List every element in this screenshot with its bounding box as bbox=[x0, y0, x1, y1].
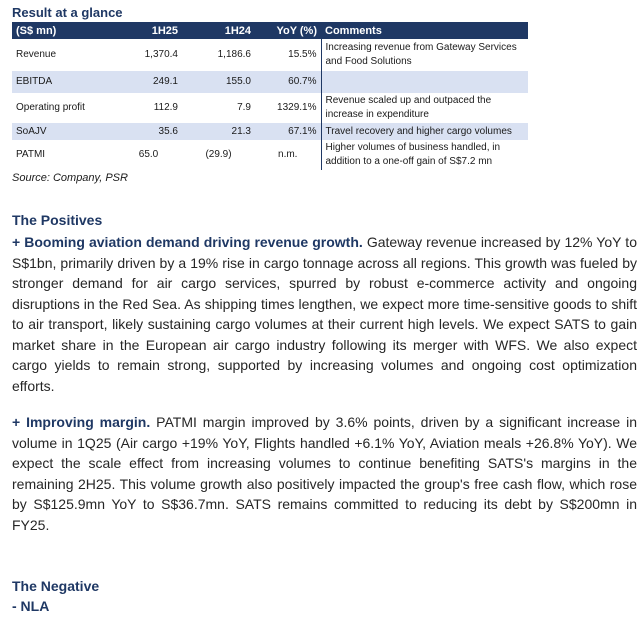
row-metric: SoAJV bbox=[12, 123, 115, 140]
table-row bbox=[12, 140, 528, 170]
row-yoy: 15.5% bbox=[288, 49, 317, 60]
positives-paragraph-1 bbox=[12, 232, 637, 396]
header-1h25: 1H25 bbox=[115, 22, 182, 39]
header-unit: (S$ mn) bbox=[12, 22, 115, 39]
row-yoy: 67.1% bbox=[255, 123, 321, 140]
row-1h24: 21.3 bbox=[182, 123, 255, 140]
row-comment bbox=[321, 71, 528, 93]
paragraph-body: Gateway revenue increased by 12% YoY to S$1bn, primarily driven by a 19% rise in cargo tonnage across all regions. This growth was fueled by stronger demand for air cargo services, spurred by robust e-commerce activity and ongoing disruptions in the Red Sea. As shipping times lengthen, we expect more time-sensitive goods to shift to air transport, likely sustaining cargo volumes at their current high levels. We expect SATS to gain market share in the European air cargo industry following its merger with WFS. We also expect cargo yields to remain strong, supported by increasing volumes and ongoing cost optimization efforts. bbox=[12, 234, 637, 394]
row-comment: Higher volumes of business handled, in addition to a one-off gain of S$7.2 mn bbox=[321, 140, 528, 170]
row-1h25: 35.6 bbox=[115, 123, 182, 140]
header-yoy: YoY (%) bbox=[255, 22, 321, 39]
row-metric: PATMI bbox=[16, 149, 46, 160]
positives-heading: The Positives bbox=[12, 212, 103, 228]
row-1h24: 155.0 bbox=[182, 71, 255, 93]
row-comment: Revenue scaled up and outpaced the increase in expenditure bbox=[321, 93, 528, 123]
row-1h24: 1,186.6 bbox=[217, 49, 251, 60]
row-metric: Operating profit bbox=[16, 102, 85, 113]
row-metric: EBITDA bbox=[12, 71, 115, 93]
positives-paragraph-2 bbox=[12, 412, 637, 535]
row-1h25: 1,370.4 bbox=[144, 49, 178, 60]
table-source: Source: Company, PSR bbox=[12, 172, 128, 184]
row-1h25: 65.0 bbox=[138, 149, 159, 160]
header-comments: Comments bbox=[321, 22, 528, 39]
paragraph-body: PATMI margin improved by 3.6% points, driven by a significant increase in volume in 1Q25 (Air cargo +19% YoY, Flights handled +6.1% YoY, Aviation meals +26.8% YoY). We expect the scale effect from increasing volumes to continue benefiting SATS's margins in the remaining 2H25. This volume growth also positively impacted the group's free cash flow, which rose by S$125.9mn YoY to S$36.7mn. SATS remains committed to reducing its debt by S$200mn in FY25. bbox=[12, 414, 637, 533]
row-1h25: 249.1 bbox=[115, 71, 182, 93]
row-1h24: 7.9 bbox=[237, 102, 251, 113]
row-1h25: 112.9 bbox=[153, 102, 178, 113]
paragraph-lead: + Booming aviation demand driving revenue growth. bbox=[12, 234, 363, 250]
paragraph-lead: + Improving margin. bbox=[12, 414, 151, 430]
row-yoy: n.m. bbox=[278, 149, 298, 160]
table-header-row bbox=[12, 22, 528, 39]
row-metric: Revenue bbox=[16, 49, 57, 60]
row-comment: Increasing revenue from Gateway Services and Food Solutions bbox=[321, 39, 528, 71]
table-row bbox=[12, 93, 528, 123]
row-yoy: 60.7% bbox=[255, 71, 321, 93]
table-row bbox=[12, 71, 528, 93]
negative-heading: The Negative bbox=[12, 578, 100, 594]
row-1h24: (29.9) bbox=[205, 149, 232, 160]
results-table bbox=[12, 22, 528, 170]
row-yoy: 1329.1% bbox=[277, 102, 317, 113]
header-1h24: 1H24 bbox=[182, 22, 255, 39]
table-row bbox=[12, 123, 528, 140]
table-title: Result at a glance bbox=[12, 5, 123, 20]
table-row bbox=[12, 39, 528, 71]
negative-item: - NLA bbox=[12, 598, 50, 614]
row-comment: Travel recovery and higher cargo volumes bbox=[321, 123, 528, 140]
